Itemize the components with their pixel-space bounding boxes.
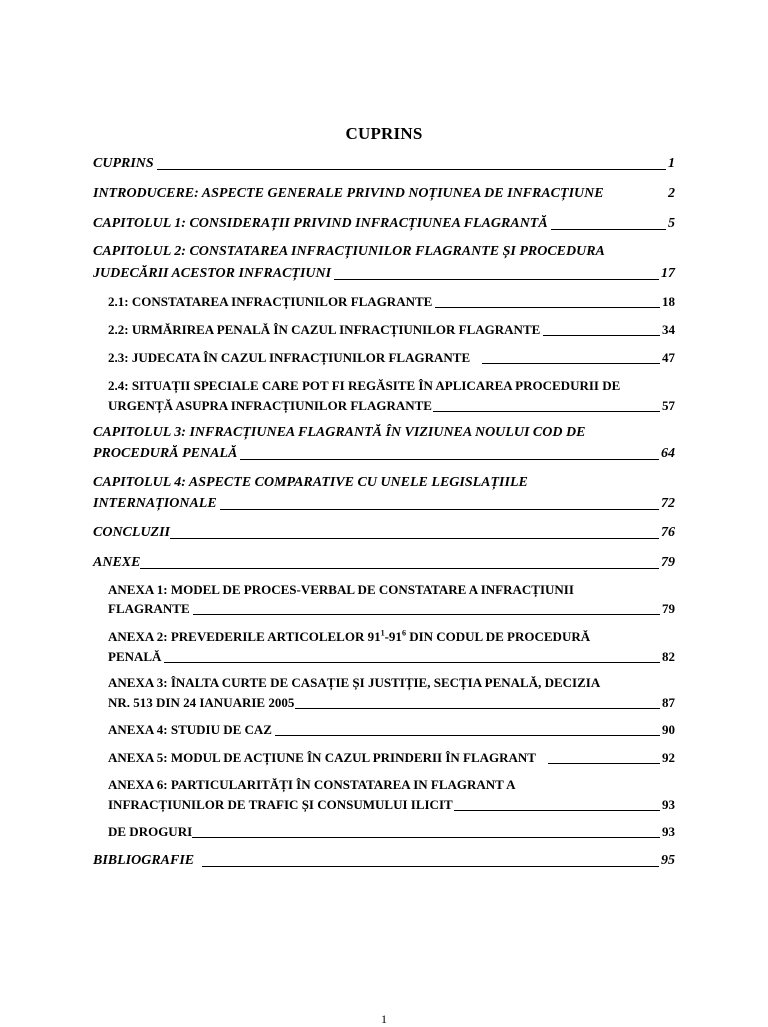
toc-leader <box>435 306 660 308</box>
toc-entry-label: CUPRINS <box>93 156 154 171</box>
toc-entry-section-2-3[interactable] <box>108 348 675 368</box>
toc-leader <box>548 762 660 764</box>
toc-entry-bibliografie[interactable] <box>93 851 675 871</box>
toc-entry-label: ANEXA 1: MODEL DE PROCES-VERBAL DE CONSTATARE A INFRACȚIUNII <box>108 582 574 597</box>
toc-entry-label: CAPITOLUL 1: CONSIDERAȚII PRIVIND INFRACȚIUNEA FLAGRANTĂ <box>93 216 548 231</box>
toc-entry-label: INFRACȚIUNILOR DE TRAFIC ȘI CONSUMULUI ILICIT <box>108 797 453 812</box>
toc-entry-label: ANEXA 3: ÎNALTA CURTE DE CASAȚIE ȘI JUSTIȚIE, SECȚIA PENALĂ, DECIZIA <box>108 675 601 690</box>
toc-entry-label: 2.1: CONSTATAREA INFRACȚIUNILOR FLAGRANTE <box>108 294 433 309</box>
toc-entry-label: ANEXA 6: PARTICULARITĂȚI ÎN CONSTATAREA IN FLAGRANT A <box>108 777 516 792</box>
toc-entry-anexa-4[interactable] <box>108 720 675 740</box>
toc-entry-capitolul-2[interactable] <box>93 264 675 284</box>
toc-leader <box>433 410 660 412</box>
toc-leader <box>240 458 659 460</box>
toc-page-number: 2 <box>668 186 675 201</box>
toc-entry-anexa-3[interactable] <box>108 693 675 713</box>
toc-entry-label: INTRODUCERE: ASPECTE GENERALE PRIVIND NOȚIUNEA DE INFRACȚIUNE <box>93 186 604 201</box>
toc-entry-label: 2.2: URMĂRIREA PENALĂ ÎN CAZUL INFRACȚIUNILOR FLAGRANTE <box>108 322 541 337</box>
toc-entry-label: ANEXE <box>93 555 141 570</box>
toc-entry-capitolul-3-line1[interactable] <box>93 423 675 443</box>
toc-page-number: 95 <box>661 853 675 868</box>
toc-leader <box>295 707 660 709</box>
toc-entry-label: 2.3: JUDECATA ÎN CAZUL INFRACȚIUNILOR FLAGRANTE <box>108 350 471 365</box>
toc-entry-section-2-2[interactable] <box>108 320 675 340</box>
toc-leader <box>275 734 660 736</box>
toc-page-number: 17 <box>661 266 675 281</box>
toc-entry-anexa-1-line1[interactable] <box>108 580 675 600</box>
toc-entry-capitolul-3[interactable] <box>93 444 675 464</box>
toc-entry-anexa-3-line1[interactable] <box>108 673 675 693</box>
toc-leader <box>193 613 660 615</box>
toc-entry-label: NR. 513 DIN 24 IANUARIE 2005 <box>108 695 295 710</box>
toc-entry-de-droguri[interactable] <box>108 822 675 842</box>
toc-entry-label: JUDECĂRII ACESTOR INFRACȚIUNI <box>93 266 332 281</box>
toc-entry-anexe[interactable] <box>93 553 675 573</box>
toc-page-number: 72 <box>661 496 675 511</box>
toc-leader <box>482 362 660 364</box>
toc-entry-label: 2.4: SITUAȚII SPECIALE CARE POT FI REGĂSITE ÎN APLICAREA PROCEDURII DE <box>108 378 621 393</box>
toc-leader <box>607 199 666 200</box>
anexa-2-text-part-c: DIN CODUL DE PROCEDURĂ <box>405 629 591 644</box>
toc-entry-anexa-2[interactable] <box>108 647 675 667</box>
toc-entry-concluzii[interactable] <box>93 523 675 543</box>
toc-entry-section-2-4-line1[interactable] <box>108 376 675 396</box>
toc-entry-label: PROCEDURĂ PENALĂ <box>93 446 238 461</box>
toc-leader <box>140 567 659 569</box>
toc-page-number: 87 <box>662 695 675 710</box>
toc-leader <box>202 865 659 867</box>
toc-page-number: 93 <box>662 824 675 839</box>
toc-entry-label: CONCLUZII <box>93 525 171 540</box>
page-footer-number: 1 <box>381 1012 387 1026</box>
toc-entry-label: ANEXA 5: MODUL DE ACȚIUNE ÎN CAZUL PRINDERII ÎN FLAGRANT <box>108 750 536 765</box>
toc-entry-section-2-4[interactable] <box>108 396 675 416</box>
toc-page-number: 34 <box>662 322 675 337</box>
page-title: CUPRINS <box>345 124 423 143</box>
toc-leader <box>551 228 666 230</box>
toc-entry-label: INTERNAȚIONALE <box>93 496 217 511</box>
toc-entry-anexa-6[interactable] <box>108 795 675 815</box>
toc-entry-anexa-2-line1[interactable] <box>108 627 675 647</box>
toc-leader <box>192 836 660 838</box>
toc-page-number: 57 <box>662 398 675 413</box>
toc-page-number: 79 <box>661 555 675 570</box>
toc-page-number: 93 <box>662 797 675 812</box>
toc-page-number: 90 <box>662 722 675 737</box>
anexa-2-superscript-6: 6 <box>401 628 406 638</box>
toc-leader <box>543 334 660 336</box>
toc-leader <box>220 508 659 510</box>
toc-leader <box>170 537 659 539</box>
toc-page-number: 76 <box>661 525 675 540</box>
toc-entry-capitolul-4[interactable] <box>93 494 675 514</box>
toc-entry-section-2-1[interactable] <box>108 292 675 312</box>
toc-entry-capitolul-4-line1[interactable] <box>93 473 675 493</box>
toc-page-number: 79 <box>662 601 675 616</box>
toc-entry-anexa-1[interactable] <box>108 599 675 619</box>
toc-entry-label: FLAGRANTE <box>108 601 190 616</box>
toc-entry-label: DE DROGURI <box>108 824 193 839</box>
toc-page-number: 64 <box>661 446 675 461</box>
toc-entry-label: CAPITOLUL 4: ASPECTE COMPARATIVE CU UNELE LEGISLAȚIILE <box>93 475 528 490</box>
toc-page-number: 92 <box>662 750 675 765</box>
toc-entry-anexa-6-line1[interactable] <box>108 775 675 795</box>
toc-entry-capitolul-2-line1[interactable] <box>93 242 675 262</box>
toc-entry-capitolul-1[interactable] <box>93 214 675 234</box>
toc-leader <box>164 661 660 663</box>
toc-entry-label: ANEXA 4: STUDIU DE CAZ <box>108 722 272 737</box>
toc-entry-label: URGENȚĂ ASUPRA INFRACȚIUNILOR FLAGRANTE <box>108 398 432 413</box>
toc-entry-cuprins[interactable] <box>93 154 675 174</box>
anexa-2-text-part-a: ANEXA 2: PREVEDERILE ARTICOLELOR 91 <box>108 629 381 644</box>
toc-entry-label: CAPITOLUL 2: CONSTATAREA INFRACȚIUNILOR FLAGRANTE ȘI PROCEDURA <box>93 244 605 259</box>
toc-entry-introducere[interactable] <box>93 184 675 204</box>
anexa-2-text-part-b: -91 <box>384 629 402 644</box>
toc-page-number: 82 <box>662 649 675 664</box>
toc-entry-anexa-5[interactable] <box>108 748 675 768</box>
toc-page-number: 1 <box>668 156 675 171</box>
toc-leader <box>454 809 660 811</box>
anexa-2-superscript-1: 1 <box>380 628 385 638</box>
toc-entry-label: BIBLIOGRAFIE <box>93 853 195 868</box>
toc-leader <box>334 278 659 280</box>
toc-page-number: 47 <box>662 350 675 365</box>
toc-leader <box>157 168 666 170</box>
toc-page-number: 18 <box>662 294 675 309</box>
toc-entry-label <box>108 627 590 647</box>
toc-entry-label: PENALĂ <box>108 649 162 664</box>
toc-page-number: 5 <box>668 216 675 231</box>
toc-entry-label: CAPITOLUL 3: INFRACȚIUNEA FLAGRANTĂ ÎN VIZIUNEA NOULUI COD DE <box>93 425 586 440</box>
